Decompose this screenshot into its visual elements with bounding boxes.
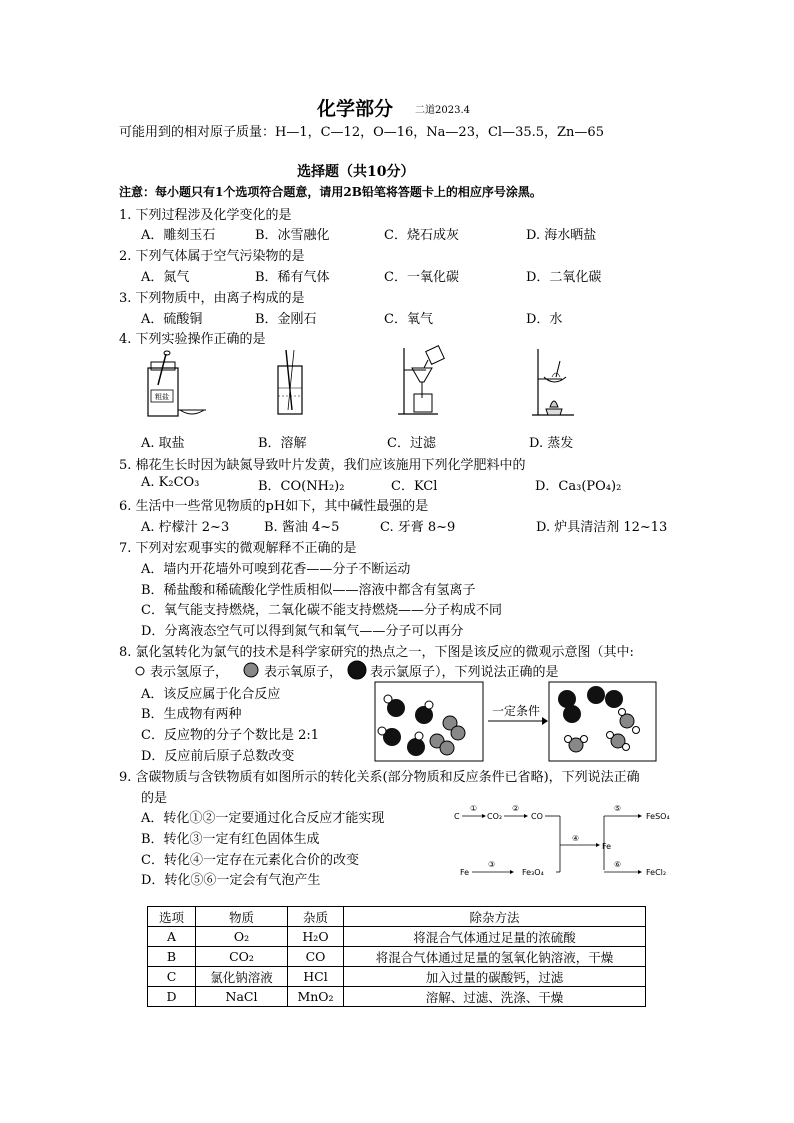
conversion-diagram — [452, 800, 682, 884]
table-row — [148, 987, 646, 1007]
q3-option-d: D．水 — [526, 312, 563, 327]
q8-option-d: D．反应前后原子总数改变 — [141, 749, 295, 764]
oxygen-atom-icon — [242, 661, 260, 679]
table-cell: D — [148, 987, 196, 1007]
impurity-removal-table — [147, 906, 646, 1007]
q8-option-a: A．该反应属于化合反应 — [141, 687, 281, 702]
table-cell: O₂ — [196, 927, 288, 947]
q7-option-a: A．墙内开花墙外可嗅到花香——分子不断运动 — [141, 562, 411, 577]
table-header: 物质 — [196, 907, 288, 927]
svg-text:⑥: ⑥ — [614, 860, 622, 869]
table-cell: 加入过量的碳酸钙，过滤 — [344, 967, 646, 987]
q8-option-c: C．反应物的分子个数比是 2:1 — [141, 728, 320, 743]
reaction-diagram — [374, 681, 658, 763]
question-4-stem: 4. 下列实验操作正确的是 — [119, 332, 266, 347]
svg-text:Fe: Fe — [460, 868, 470, 877]
q3-option-c: C．氧气 — [384, 312, 433, 327]
q2-option-b: B．稀有气体 — [255, 270, 330, 285]
svg-text:②: ② — [512, 804, 520, 813]
q9-option-d: D．转化⑤⑥一定会有气泡产生 — [141, 873, 321, 888]
question-5-stem: 5. 棉花生长时因为缺氮导致叶片发黄，我们应该施用下列化学肥料中的 — [119, 458, 526, 473]
table-cell: C — [148, 967, 196, 987]
atomic-masses: 可能用到的相对原子质量：H—1，C—12，O—16，Na—23，Cl—35.5，Zn—65 — [119, 125, 604, 140]
table-header: 选项 — [148, 907, 196, 927]
section-note: 注意：每小题只有1个选项符合题意，请用2B铅笔将答题卡上的相应序号涂黑。 — [119, 185, 542, 199]
question-8-stem: 8. 氯化氢转化为氯气的技术是科学家研究的热点之一，下图是该反应的微观示意图（其中: — [119, 645, 634, 660]
table-cell: 将混合气体通过足量的氢氧化钠溶液，干燥 — [344, 947, 646, 967]
table-cell: HCl — [288, 967, 344, 987]
q7-option-c: C．氧气能支持燃烧，二氧化碳不能支持燃烧——分子构成不同 — [141, 603, 502, 618]
table-cell: 将混合气体通过足量的浓硫酸 — [344, 927, 646, 947]
question-2-stem: 2. 下列气体属于空气污染物的是 — [119, 249, 305, 264]
q9-option-a: A．转化①②一定要通过化合反应才能实现 — [141, 811, 385, 826]
table-cell: NaCl — [196, 987, 288, 1007]
salt-label: 粗盐 — [155, 393, 169, 401]
q9-option-c: C．转化④一定存在元素化合价的改变 — [141, 853, 359, 868]
q8-option-b: B．生成物有两种 — [141, 707, 242, 722]
q6-option-d: D. 炉具清洁剂 12~13 — [536, 520, 668, 535]
q6-option-a: A. 柠檬汁 2~3 — [141, 520, 230, 535]
svg-text:CO: CO — [531, 812, 543, 821]
q2-option-a: A．氮气 — [141, 270, 190, 285]
svg-text:C: C — [454, 812, 460, 821]
svg-text:⑤: ⑤ — [614, 804, 622, 813]
question-7-stem: 7. 下列对宏观事实的微观解释不正确的是 — [119, 541, 357, 556]
q3-option-b: B．金刚石 — [255, 312, 317, 327]
table-cell: MnO₂ — [288, 987, 344, 1007]
hydrogen-atom-icon — [134, 665, 146, 677]
q1-option-c: C．烧石成灰 — [384, 228, 459, 243]
q4-option-b: B．溶解 — [258, 436, 307, 451]
table-cell: CO — [288, 947, 344, 967]
section-title: 选择题（共10分） — [297, 164, 415, 180]
table-cell: 溶解、过滤、洗涤、干燥 — [344, 987, 646, 1007]
table-row — [148, 947, 646, 967]
q6-option-c: C. 牙膏 8~9 — [380, 520, 456, 535]
arrow-condition-label: 一定条件 — [491, 704, 541, 718]
q3-option-a: A．硫酸铜 — [141, 312, 203, 327]
table-cell: H₂O — [288, 927, 344, 947]
q5-option-c: C．KCl — [391, 479, 438, 494]
svg-text:④: ④ — [572, 834, 580, 843]
q7-option-d: D．分离液态空气可以得到氮气和氧气——分子可以再分 — [141, 624, 464, 639]
q7-option-b: B．稀盐酸和稀硫酸化学性质相似——溶液中都含有氢离子 — [141, 583, 476, 598]
legend-chlorine: 表示氯原子），下列说法正确的是 — [370, 665, 559, 680]
question-3-stem: 3. 下列物质中，由离子构成的是 — [119, 291, 305, 306]
q2-option-c: C．一氧化碳 — [384, 270, 459, 285]
svg-text:Fe: Fe — [602, 842, 612, 851]
evaporation-figure — [530, 347, 580, 419]
chlorine-atom-icon — [347, 660, 367, 680]
svg-text:③: ③ — [488, 860, 496, 869]
beaker-stirring-figure — [272, 348, 312, 418]
table-cell: B — [148, 947, 196, 967]
q2-option-d: D．二氧化碳 — [526, 270, 602, 285]
q1-option-b: B．冰雪融化 — [255, 228, 330, 243]
question-6-stem: 6. 生活中一些常见物质的pH如下，其中碱性最强的是 — [119, 499, 429, 514]
q1-option-d: D. 海水晒盐 — [526, 228, 597, 243]
question-9-stem-cont: 的是 — [141, 791, 168, 806]
q4-option-c: C．过滤 — [387, 436, 436, 451]
q4-option-d: D. 蒸发 — [529, 436, 574, 451]
question-9-stem: 9. 含碳物质与含铁物质有如图所示的转化关系(部分物质和反应条件已省略)，下列说法正确 — [119, 770, 640, 785]
page-title: 化学部分 — [317, 98, 394, 120]
table-cell: 氯化钠溶液 — [196, 967, 288, 987]
question-1-stem: 1. 下列过程涉及化学变化的是 — [119, 208, 292, 223]
q5-option-a: A. K₂CO₃ — [141, 475, 200, 490]
q1-option-a: A．雕刻玉石 — [141, 228, 216, 243]
table-row — [148, 927, 646, 947]
table-header: 杂质 — [288, 907, 344, 927]
q9-option-b: B．转化③一定有红色固体生成 — [141, 832, 320, 847]
salt-jar-figure — [140, 350, 210, 420]
filtration-figure — [398, 346, 458, 418]
q4-option-a: A. 取盐 — [141, 436, 185, 451]
legend-hydrogen: 表示氢原子， — [150, 665, 229, 680]
svg-text:FeCl₂: FeCl₂ — [646, 868, 667, 877]
svg-text:CO₂: CO₂ — [487, 812, 503, 821]
svg-text:①: ① — [470, 804, 478, 813]
q6-option-b: B. 酱油 4~5 — [264, 520, 340, 535]
exam-tag: 二道2023.4 — [415, 105, 470, 116]
svg-text:Fe₃O₄: Fe₃O₄ — [522, 868, 544, 877]
legend-oxygen: 表示氧原子， — [264, 665, 343, 680]
table-header: 除杂方法 — [344, 907, 646, 927]
table-cell: CO₂ — [196, 947, 288, 967]
q5-option-d: D．Ca₃(PO₄)₂ — [535, 479, 622, 494]
table-cell: A — [148, 927, 196, 947]
table-row — [148, 967, 646, 987]
svg-text:FeSO₄: FeSO₄ — [646, 812, 670, 821]
q5-option-b: B．CO(NH₂)₂ — [258, 479, 345, 494]
table-header-row — [148, 907, 646, 927]
